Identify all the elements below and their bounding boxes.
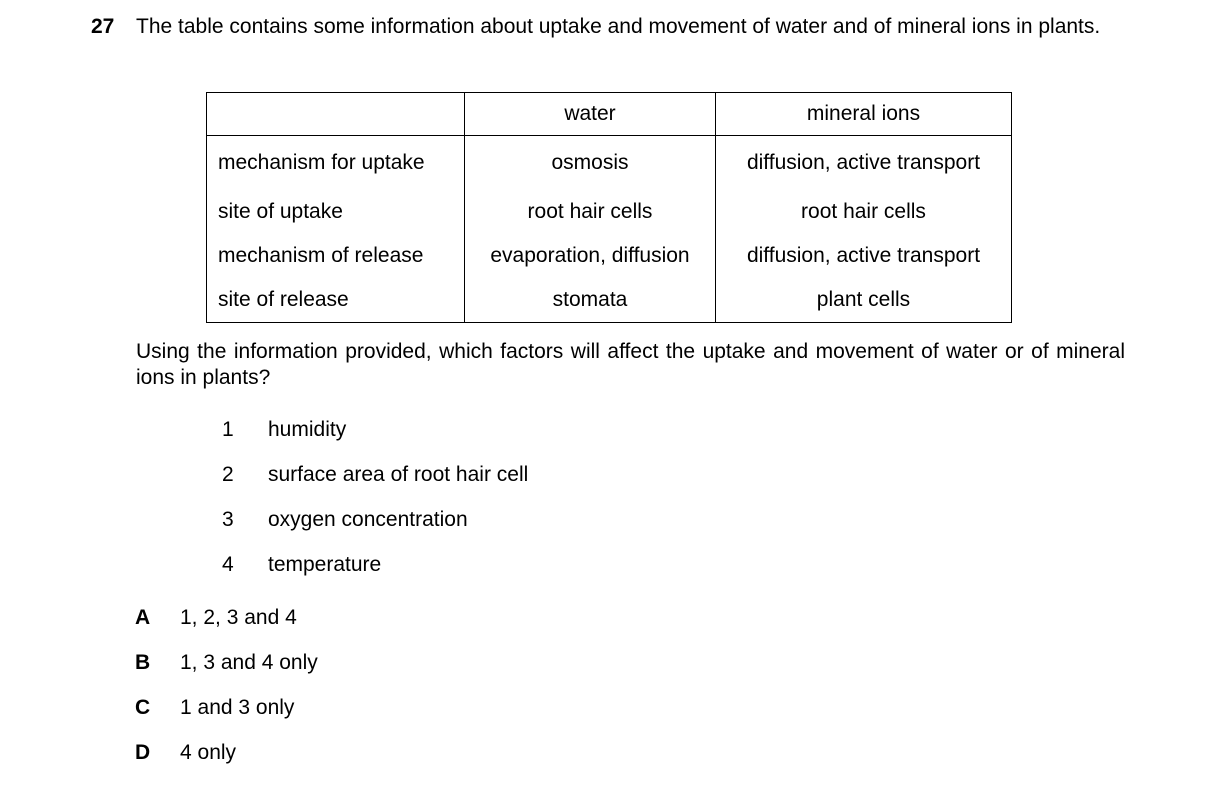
option-letter: C: [135, 696, 151, 719]
factor-text: oxygen concentration: [268, 508, 468, 531]
header-mineral-ions: mineral ions: [716, 93, 1012, 136]
row-label: site of release: [207, 278, 465, 323]
answer-option-d[interactable]: [135, 740, 236, 766]
option-letter: A: [135, 606, 151, 629]
ions-cell: diffusion, active transport: [716, 234, 1012, 278]
factor-number: 1: [222, 418, 234, 441]
factor-item: [222, 462, 528, 488]
table-row: [207, 234, 1012, 278]
option-text: 1 and 3 only: [180, 696, 295, 719]
factor-text: humidity: [268, 418, 347, 441]
table-row: [207, 136, 1012, 191]
water-cell: stomata: [465, 278, 716, 323]
water-cell: root hair cells: [465, 190, 716, 234]
option-text: 1, 2, 3 and 4: [180, 606, 297, 629]
answer-option-c[interactable]: [135, 695, 294, 721]
factor-number: 3: [222, 508, 234, 531]
question-number: 27: [91, 15, 115, 38]
factor-item: [222, 552, 381, 578]
factor-item: [222, 507, 468, 533]
answer-option-a[interactable]: [135, 605, 297, 631]
option-letter: D: [135, 741, 151, 764]
factor-text: surface area of root hair cell: [268, 463, 529, 486]
option-text: 4 only: [180, 741, 237, 764]
factor-number: 4: [222, 553, 234, 576]
water-cell: osmosis: [465, 136, 716, 191]
water-cell: evaporation, diffusion: [465, 234, 716, 278]
factor-number: 2: [222, 463, 234, 486]
row-label: mechanism of release: [207, 234, 465, 278]
option-letter: B: [135, 651, 151, 674]
answer-option-b[interactable]: [135, 650, 318, 676]
option-text: 1, 3 and 4 only: [180, 651, 318, 674]
table-row: [207, 190, 1012, 234]
ions-cell: diffusion, active transport: [716, 136, 1012, 191]
factor-text: temperature: [268, 553, 382, 576]
ions-cell: root hair cells: [716, 190, 1012, 234]
header-water: water: [465, 93, 716, 136]
info-table: [206, 92, 1012, 323]
factor-item: [222, 417, 346, 443]
table-header-row: [207, 93, 1012, 136]
row-label: mechanism for uptake: [207, 136, 465, 191]
header-blank: [207, 93, 465, 136]
row-label: site of uptake: [207, 190, 465, 234]
question-intro: The table contains some information about uptake and movement of water and of mineral ions in plants.: [136, 15, 1101, 38]
ions-cell: plant cells: [716, 278, 1012, 323]
question-prompt: Using the information provided, which factors will affect the uptake and movement of water or of mineral ions in plants?: [136, 340, 1125, 389]
table-row: [207, 278, 1012, 323]
